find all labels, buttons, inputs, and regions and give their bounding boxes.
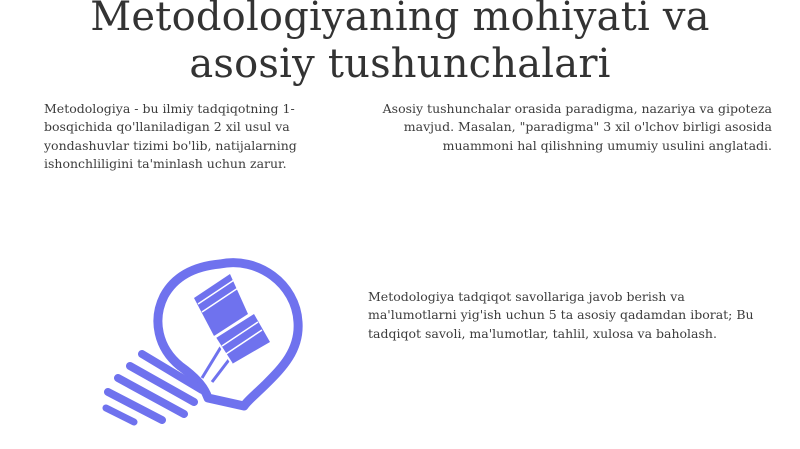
steps-paragraph: Metodologiya tadqiqot savollariga javob berish va ma'lumotlarni yig'ish uchun 5 ta asosiy qadamdan iborat; Bu tadqiqot savoli, ma'lumotlar, tahlil, xulosa va baholash. (368, 289, 754, 341)
concepts-paragraph: Asosiy tushunchalar orasida paradigma, nazariya va gipoteza mavjud. Masalan, "paradigma" 3 xil o'lchov birligi asosida muammoni hal qilishning umumiy usulini anglatadi. (382, 101, 772, 153)
intro-paragraph: Metodologiya - bu ilmiy tadqiqotning 1-bosqichida qo'llaniladigan 2 xil usul va yondashuvlar tizimi bo'lib, natijalarning ishonchliligini ta'minlash uchun zarur. (44, 101, 297, 172)
lightbulb-with-book-icon (98, 250, 314, 426)
slide-title: Metodologiyaning mohiyati va asosiy tushunchalari (90, 0, 710, 87)
